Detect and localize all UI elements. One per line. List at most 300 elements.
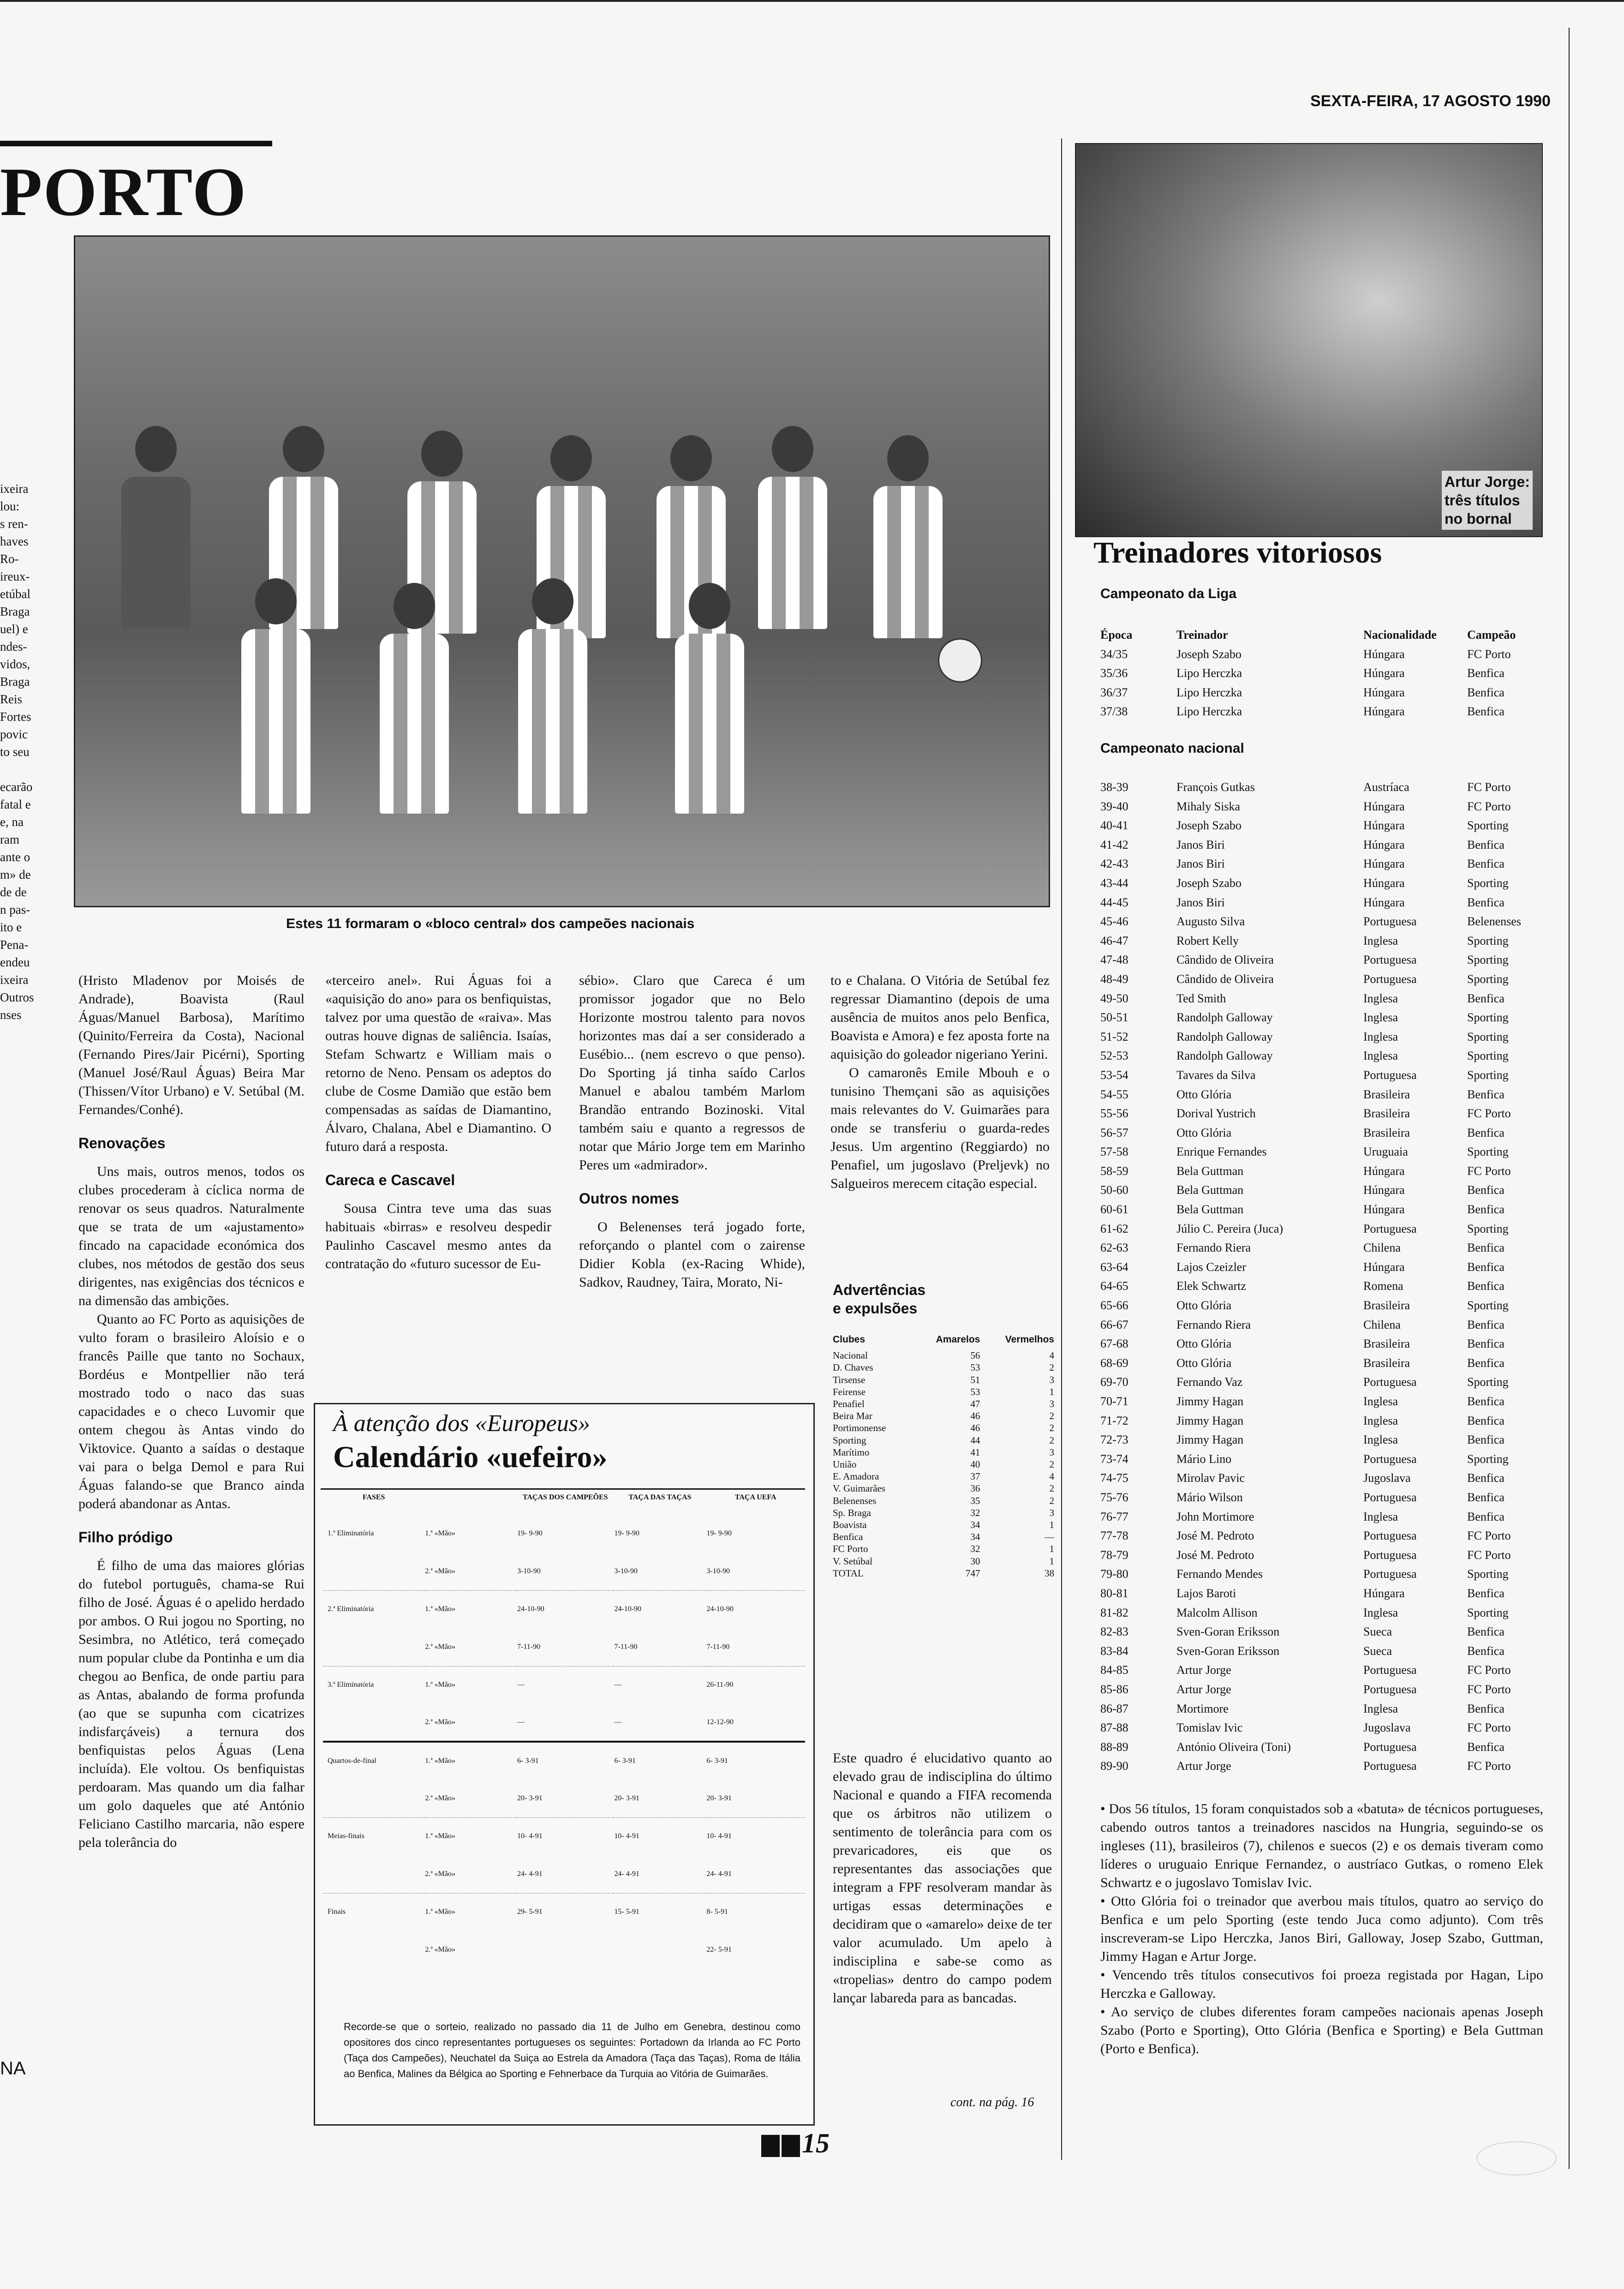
coaches-cell: Sven-Goran Eriksson [1176,1644,1280,1658]
calendar-table [323,1493,805,1969]
cropped-text-line: Fortes [0,710,31,724]
cards-cell: União [833,1459,857,1470]
table-row [833,1482,1054,1494]
table-row [1100,1622,1543,1642]
coaches-cell: Bela Guttman [1176,1164,1244,1178]
table-row [1100,1526,1543,1546]
coaches-cell: FC Porto [1467,1682,1511,1696]
article-column-1 [78,971,304,1852]
coaches-cell: Benfica [1467,1337,1505,1351]
coaches-cell: Portuguesa [1363,1682,1417,1696]
coaches-cell: 61-62 [1100,1222,1128,1235]
coaches-cell: FC Porto [1467,780,1511,794]
cards-cell: 3 [1049,1398,1054,1410]
column-divider [1569,28,1570,2169]
table-row [1100,931,1543,951]
coaches-cell: Benfica [1467,838,1505,851]
calendar-cell: — [614,1681,622,1689]
table-row [1100,1180,1543,1200]
coaches-cell: Portuguesa [1363,1759,1417,1773]
calendar-cell: 24- 4-91 [614,1870,640,1878]
cards-cell: 56 [970,1350,980,1361]
table-row [1100,1008,1543,1027]
cards-title-line: Advertências [833,1282,925,1298]
cards-header-cell: Amarelos [936,1334,980,1345]
cards-cell: 1 [1049,1543,1054,1555]
cards-cell: V. Setúbal [833,1555,872,1567]
paragraph: É filho de uma das maiores glórias do futebol português, chama-se Rui filho de José. Águas é o apelido herdado por ambos. O Rui jogou no Sporting, no Sesimbra, no Atlético, terá começado num popular clube da Pontinha e um dia chegou ao Benfica, de onde partiu para as Antas, abalando de forma profunda (ao que se supunha com cicatrizes indisfarçáveis) a ternura dos benfiquistas pelos Águas (Lena incluída). Ele voltou. Os benfiquistas perdoaram. Mas quando um dia falhar um golo daqueles que até António Feliciano Castilho marcaria, não espere pela tolerância do [78,1558,304,1850]
coaches-cell: Benfica [1467,1203,1505,1216]
coaches-cell: Sporting [1467,1030,1509,1043]
coaches-cell: Portuguesa [1363,1452,1417,1466]
table-row [1100,1334,1543,1354]
coaches-cell: 60-61 [1100,1203,1128,1216]
coaches-cell: Benfica [1467,1279,1505,1293]
cropped-text-line: Outros [0,990,34,1004]
coaches-cell: Sporting [1467,1068,1509,1082]
coaches-cell: Benfica [1467,1586,1505,1600]
coaches-cell: Portuguesa [1363,1740,1417,1754]
coaches-cell: 40-41 [1100,819,1128,833]
coaches-cell: 87-88 [1100,1721,1128,1735]
coaches-cell: Portuguesa [1363,1490,1417,1504]
cards-cell: V. Guimarães [833,1483,885,1494]
coaches-cell: Benfica [1467,1471,1505,1485]
cropped-text-line [0,761,51,778]
calendar-cell: 19- 9-90 [517,1529,543,1537]
cropped-text-line: uel) e [0,622,28,636]
cards-cell: Portimonense [833,1422,886,1434]
coaches-cell: 46-47 [1100,934,1128,947]
table-row [833,1507,1054,1519]
coaches-header-cell: Época [1100,628,1133,641]
cropped-text-line: lou: [0,499,20,513]
coaches-cell: Benfica [1467,1510,1505,1523]
coaches-cell: Dorival Yustrich [1176,1107,1256,1121]
coaches-cell: 82-83 [1100,1625,1128,1639]
cards-cell: 2 [1049,1434,1054,1446]
player-head [135,426,177,472]
coaches-cell: Fernando Vaz [1176,1375,1243,1389]
cards-table [833,1334,1054,1579]
calendar-cell: 15- 5-91 [614,1908,640,1916]
table-row [1100,1162,1543,1181]
coaches-cell: Húngara [1363,1183,1405,1197]
coaches-cell: Benfica [1467,1740,1505,1754]
cards-cell: 1 [1049,1519,1054,1531]
table-row [1100,816,1543,835]
cards-cell: 4 [1049,1471,1054,1482]
caption-line: três títulos [1445,492,1520,509]
table-row [1100,1546,1543,1565]
trainer-photo-caption [1442,471,1533,530]
player-figure [675,634,744,814]
coaches-cell: 88-89 [1100,1740,1128,1754]
cards-cell: 35 [970,1495,980,1506]
cards-cell: Benfica [833,1531,863,1543]
table-row [323,1855,805,1893]
table-row [1100,1027,1543,1047]
coaches-cell: Inglesa [1363,1702,1398,1715]
trainers-title: Treinadores vitoriosos [1093,536,1382,569]
cards-cell: 53 [970,1362,980,1373]
table-row [323,1552,805,1590]
table-row [1100,912,1543,931]
coaches-cell: Sueca [1363,1644,1392,1658]
cards-cell: 1 [1049,1386,1054,1397]
coaches-cell: Húngara [1363,1260,1405,1274]
coaches-cell: 80-81 [1100,1586,1128,1600]
table-row [1100,1468,1543,1488]
coaches-cell: Malcolm Allison [1176,1606,1258,1619]
coaches-cell: Chilena [1363,1318,1401,1331]
calendar-cell: 1.ª Eliminatória [328,1529,374,1537]
coaches-cell: 73-74 [1100,1452,1128,1466]
player-figure [241,629,310,814]
coaches-cell: Chilena [1363,1241,1401,1255]
cropped-text-line: Pena- [0,938,29,952]
cards-cell: 3 [1049,1507,1054,1518]
coaches-cell: Sporting [1467,1011,1509,1025]
coaches-cell: 85-86 [1100,1682,1128,1696]
calendar-cell: 1.ª «Mão» [425,1681,455,1689]
coaches-cell: Benfica [1467,685,1505,699]
player-figure [873,486,943,638]
calendar-cell: 24-10-90 [517,1605,544,1613]
coaches-cell: FC Porto [1467,1548,1511,1562]
cards-header-cell: Vermelhos [1005,1334,1054,1345]
coaches-cell: Artur Jorge [1176,1682,1231,1696]
player-figure [518,629,587,814]
coaches-cell: Lipo Herczka [1176,666,1242,680]
cards-cell: Sporting [833,1434,866,1446]
player-head [532,578,573,624]
coaches-cell: Húngara [1363,705,1405,719]
coaches-cell: Inglesa [1363,1030,1398,1043]
coaches-cell: Portuguesa [1363,1529,1417,1543]
table-row [833,1458,1054,1470]
calendar-cell: 8- 5-91 [706,1908,728,1916]
cropped-text-line: to seu [0,745,30,759]
table-row [1100,778,1543,797]
coaches-cell: 75-76 [1100,1490,1128,1504]
coaches-cell: 74-75 [1100,1471,1128,1485]
cropped-text-line: povic [0,727,28,741]
calendar-cell: — [517,1681,525,1689]
coaches-cell: 52-53 [1100,1049,1128,1063]
calendar-cell: 24-10-90 [614,1605,642,1613]
coaches-cell: Húngara [1363,799,1405,813]
calendar-cell [614,1931,706,1969]
table-row [1100,1046,1543,1066]
coaches-cell: 50-51 [1100,1011,1128,1025]
cropped-text-line: Ro- [0,552,19,566]
table-row [323,1666,805,1704]
table-row [1100,1680,1543,1699]
coaches-cell: Mihaly Siska [1176,799,1240,813]
cropped-text-line: haves [0,534,29,548]
coaches-cell: Brasileira [1363,1337,1410,1351]
coaches-cell: Benfica [1467,1126,1505,1139]
calendar-header-cell: TAÇA UEFA [734,1493,776,1501]
cards-cell: Nacional [833,1350,868,1361]
coaches-cell: FC Porto [1467,1529,1511,1543]
table-row [1100,1584,1543,1603]
coaches-cell: Jugoslava [1363,1721,1411,1735]
calendar-note: Recorde-se que o sorteio, realizado no passado dia 11 de Julho em Genebra, destinou como opositores dos cinco representantes portugueses os seguintes: Portadown da Irlanda ao FC Porto (Taça dos Campeões), Neuchatel da Suiça ao Estrela da Amadora (Taça das Taças), Roma de Itália ao Benfica, Malines da Bélgica ao Sporting e Fehnerbace da Turquia ao Vitória de Guimarães. [344,2021,800,2079]
table-row [1100,1200,1543,1219]
calendar-cell: 24- 4-91 [706,1870,732,1878]
coaches-cell: Inglesa [1363,1510,1398,1523]
coaches-cell: Júlio C. Pereira (Juca) [1176,1222,1284,1235]
coaches-cell: Inglesa [1363,934,1398,947]
cards-cell: Sp. Braga [833,1507,871,1518]
table-row [833,1543,1054,1555]
cards-cell: 34 [970,1519,980,1531]
coaches-cell: Inglesa [1363,1433,1398,1447]
calendar-cell: 24- 4-91 [517,1870,543,1878]
coaches-cell: 71-72 [1100,1414,1128,1427]
cropped-text-line: ixeira [0,482,29,496]
coaches-cell: 55-56 [1100,1107,1128,1121]
coaches-cell: FC Porto [1467,1107,1511,1121]
table-row [323,1628,805,1666]
paragraph: O Belenenses terá jogado forte, reforçando o plantel com o zairense Didier Kobla (ex-Racing Whide), Sadkov, Raudney, Taira, Morato, Ni- [579,1219,805,1290]
cropped-text-line: Reis [0,692,23,706]
cropped-text-line: nses [0,1008,22,1022]
player-head [394,583,435,629]
cards-cell: 46 [970,1422,980,1434]
cropped-text-line: fatal e [0,797,31,811]
coaches-cell: Austríaca [1363,780,1409,794]
calendar-cell: 2.ª «Mão» [425,1794,455,1802]
calendar-cell: 6- 3-91 [614,1757,636,1765]
trainers-notes [1100,1800,1543,2058]
coaches-header-cell: Campeão [1467,628,1516,641]
player-figure [758,477,827,629]
table-row [1100,664,1543,683]
caption-line: no bornal [1445,510,1512,527]
coaches-cell: Brasileira [1363,1126,1410,1139]
table-row [1100,1488,1543,1507]
coaches-cell: José M. Pedroto [1176,1529,1254,1543]
table-row [1100,1718,1543,1738]
cards-cell: 3 [1049,1446,1054,1458]
coaches-cell: Sven-Goran Eriksson [1176,1625,1280,1639]
coaches-cell: Húngara [1363,876,1405,890]
coaches-cell: Lajos Baroti [1176,1586,1236,1600]
cards-cell: D. Chaves [833,1362,873,1373]
coaches-cell: Benfica [1467,895,1505,909]
coaches-cell: Tavares da Silva [1176,1068,1256,1082]
cropped-text-line: n pas- [0,903,30,917]
cards-cell: E. Amadora [833,1471,879,1482]
cropped-text-line: ram [0,833,19,846]
coaches-cell: Inglesa [1363,1011,1398,1025]
team-photo [74,235,1050,907]
cards-cell: 30 [970,1555,980,1567]
coaches-cell: 62-63 [1100,1241,1128,1255]
table-row [833,1398,1054,1410]
calendar-cell: 26-11-90 [706,1681,734,1689]
calendar-cell: 1.ª «Mão» [425,1605,455,1613]
coaches-cell: 66-67 [1100,1318,1128,1331]
coaches-cell: 34/35 [1100,647,1128,661]
coaches-cell: Augusto Silva [1176,915,1245,929]
calendar-cell: 24-10-90 [706,1605,734,1613]
table-row [1100,1450,1543,1469]
coaches-cell: Belenenses [1467,915,1521,929]
cards-cell: 2 [1049,1422,1054,1434]
coaches-cell: Bela Guttman [1176,1183,1244,1197]
cards-header-cell: Clubes [833,1334,866,1345]
subheading: Filho pródigo [78,1529,173,1546]
coaches-cell: 67-68 [1100,1337,1128,1351]
coaches-cell: 42-43 [1100,857,1128,871]
coaches-cell: Brasileira [1363,1087,1410,1101]
coaches-cell: Húngara [1363,838,1405,851]
coaches-cell: Mortimore [1176,1702,1229,1715]
coaches-cell: Cândido de Oliveira [1176,972,1274,986]
cards-cell: 32 [970,1543,980,1555]
coaches-cell: Bela Guttman [1176,1203,1244,1216]
table-row [1100,835,1543,855]
cards-cell: Belenenses [833,1495,877,1506]
coaches-cell: 44-45 [1100,895,1128,909]
table-row [1100,1660,1543,1680]
cards-cell: 2 [1049,1362,1054,1373]
coaches-cell: Sporting [1467,1222,1509,1235]
coaches-cell: Romena [1363,1279,1403,1293]
table-row [1100,970,1543,989]
coaches-cell: 81-82 [1100,1606,1128,1619]
coaches-cell: Tomislav Ivic [1176,1721,1243,1735]
coaches-cell: 39-40 [1100,799,1128,813]
player-head [772,426,813,472]
table-row [833,1410,1054,1422]
table-row [1100,1372,1543,1392]
cards-cell: 2 [1049,1495,1054,1506]
coaches-cell: FC Porto [1467,1759,1511,1773]
cards-cell: 37 [970,1471,980,1482]
table-row [1100,1142,1543,1162]
caption-line: Artur Jorge: [1445,473,1530,490]
cropped-text-line: ndes- [0,640,27,653]
coaches-cell: Benfica [1467,1241,1505,1255]
calendar-cell [323,1855,424,1893]
calendar-cell: 2.ª «Mão» [425,1718,455,1726]
cropped-text-line: s ren- [0,517,28,531]
coaches-cell: Joseph Szabo [1176,876,1242,890]
calendar-header-cell [424,1493,517,1515]
paragraph: «terceiro anel». Rui Águas foi a «aquisição do ano» para os benfiquistas, talvez por uma questão de «raiva». Mas outras houve dignas de saliência. Isaías, Stefam Schwartz e William mais o retorno de Neno. Pensam os adeptos do clube de Cosme Damião que estão bem compensadas as saídas de Diamantino, Álvaro, Chalana, Abel e Diamantino. O futuro dará a resposta. [325,973,551,1154]
coaches-cell: Otto Glória [1176,1087,1232,1101]
coaches-cell: Húngara [1363,685,1405,699]
calendar-header-cell: TAÇA DAS TAÇAS [628,1493,692,1501]
calendar-cell: 1.ª «Mão» [425,1529,455,1537]
table-row [1100,1258,1543,1277]
cards-cell: — [1045,1531,1054,1543]
table-row [1100,645,1543,664]
table-row [323,1817,805,1855]
table-row [833,1349,1054,1361]
coaches-cell: 69-70 [1100,1375,1128,1389]
coaches-cell: Artur Jorge [1176,1663,1231,1677]
cropped-text-line: vidos, [0,657,30,671]
coaches-cell: Húngara [1363,895,1405,909]
coaches-cell: 78-79 [1100,1548,1128,1562]
table-row [1100,1354,1543,1373]
cards-cell: 51 [970,1374,980,1385]
cards-cell: 40 [970,1459,980,1470]
coaches-header-cell: Treinador [1176,628,1228,641]
table-row [1100,702,1543,721]
page-date: SEXTA-FEIRA, 17 AGOSTO 1990 [1310,92,1551,110]
cards-cell: 3 [1049,1374,1054,1385]
coaches-cell: 51-52 [1100,1030,1128,1043]
coaches-cell: Brasileira [1363,1107,1410,1121]
coaches-cell: 76-77 [1100,1510,1128,1523]
cards-cell: Boavista [833,1519,867,1531]
cards-cell: 34 [970,1531,980,1543]
coaches-cell: 38-39 [1100,780,1128,794]
table-row [833,1361,1054,1373]
coaches-cell: Otto Glória [1176,1299,1232,1312]
cropped-text-line: de de [0,885,27,899]
player-head [421,431,463,477]
table-row [1100,893,1543,912]
coaches-cell: Janos Biri [1176,857,1225,871]
coaches-cell: FC Porto [1467,1164,1511,1178]
table-row [1100,1238,1543,1258]
cards-cell: 4 [1049,1350,1054,1361]
cards-cell: Marítimo [833,1446,870,1458]
table-row [1100,989,1543,1008]
table-row [833,1434,1054,1446]
calendar-cell: 12-12-90 [706,1718,734,1726]
calendar-cell: 20- 3-91 [706,1794,732,1802]
coaches-cell: Janos Biri [1176,838,1225,851]
coaches-cell: 65-66 [1100,1299,1128,1312]
coaches-cell: Benfica [1467,1644,1505,1658]
coaches-cell: 54-55 [1100,1087,1128,1101]
article-column-3 [579,971,805,1292]
coaches-cell: Uruguaia [1363,1145,1408,1159]
paragraph: Uns mais, outros menos, todos os clubes procederam à cíclica norma de renovar os seus quadros. Naturalmente que se trata de um «ajustamento» fincado na capacidade económica dos clubes, nos métodos de gestão dos seus dirigentes, nas exigências dos técnicos e na dimensão das ambições. [78,1164,304,1308]
continued-note: cont. na pág. 16 [950,2095,1034,2109]
coaches-cell: Sporting [1467,1145,1509,1159]
coaches-cell: Sporting [1467,1452,1509,1466]
coaches-cell: Sporting [1467,876,1509,890]
calendar-cell: Meias-finais [328,1832,364,1840]
coaches-cell: 45-46 [1100,915,1128,929]
coaches-cell: Benfica [1467,857,1505,871]
calendar-cell: 2.ª «Mão» [425,1567,455,1575]
page-number: 15 [802,2128,830,2158]
coaches-cell: Benfica [1467,991,1505,1005]
coaches-cell: 68-69 [1100,1356,1128,1370]
cards-cell: Feirense [833,1386,866,1397]
coaches-cell: Ted Smith [1176,991,1226,1005]
table-row [833,1446,1054,1458]
table-row [833,1519,1054,1531]
calendar-cell: — [517,1718,525,1726]
coaches-cell: FC Porto [1467,799,1511,813]
calendar-cell: 22- 5-91 [706,1946,732,1953]
calendar-cell: 29- 5-91 [517,1908,543,1916]
coaches-cell: Benfica [1467,1433,1505,1447]
cards-table-title [833,1281,925,1318]
